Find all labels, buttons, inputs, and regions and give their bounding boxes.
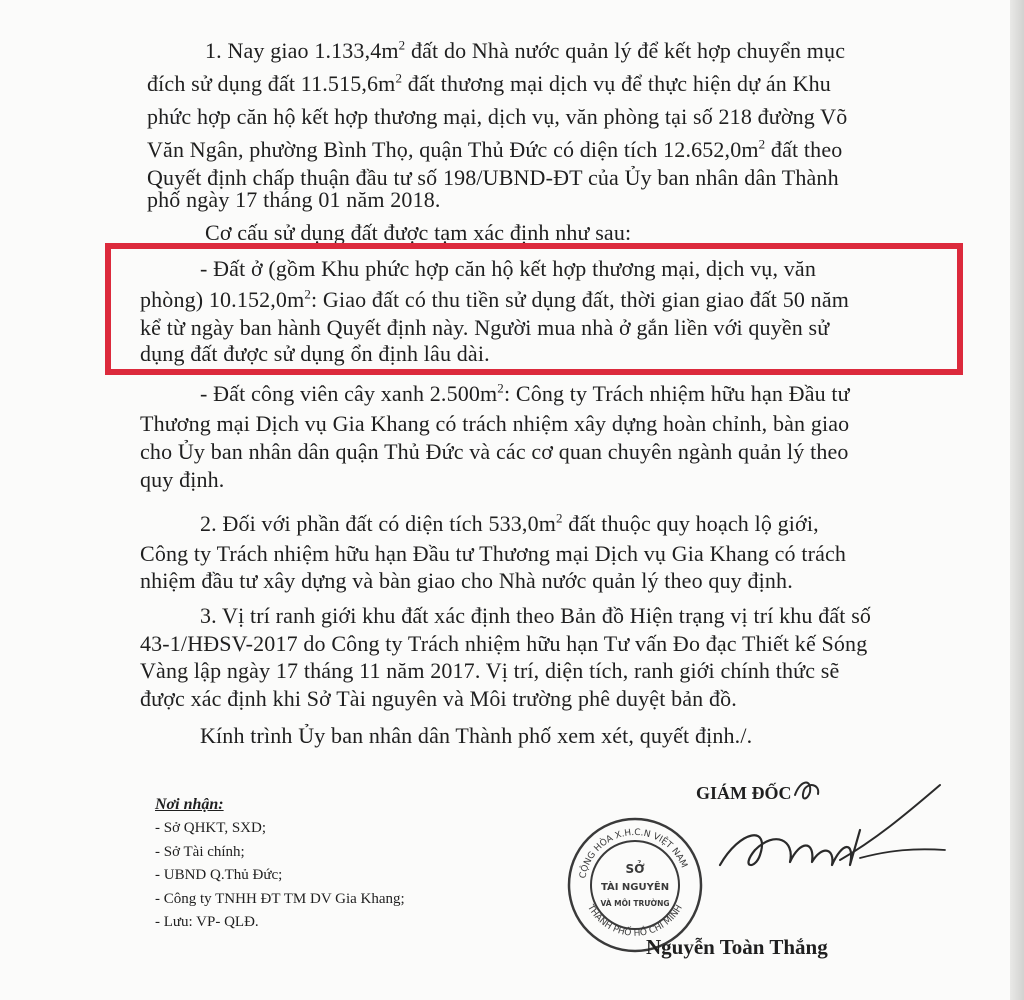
- text-line: phố ngày 17 tháng 01 năm 2018.: [147, 187, 441, 212]
- text-line: kể từ ngày ban hành Quyết định này. Người mua nhà ở gắn liền với quyền sử: [140, 315, 830, 340]
- stamp-ring-top-text: CỘNG HÒA X.H.C.N VIỆT NAM: [578, 827, 689, 880]
- signer-name: Nguyễn Toàn Thắng: [646, 935, 828, 959]
- signer-title: GIÁM ĐỐC: [696, 783, 792, 803]
- text-line: 43-1/HĐSV-2017 do Công ty Trách nhiệm hữu hạn Tư vấn Đo đạc Thiết kế Sóng: [140, 631, 868, 656]
- recipient-item: - UBND Q.Thủ Đức;: [155, 867, 283, 883]
- text-line: Thương mại Dịch vụ Gia Khang có trách nhiệm xây dựng hoàn chỉnh, bàn giao: [140, 411, 850, 436]
- stamp-center-mid: TÀI NGUYÊN: [600, 882, 670, 893]
- signature-stroke: [720, 830, 860, 865]
- text-line: 1. Nay giao $1.133,4m^2$ đất do Nhà nước quản lý để kết hợp chuyển mục: [205, 37, 846, 63]
- text-line: phức hợp căn hộ kết hợp thương mại, dịch vụ, văn phòng tại số 218 đường Võ: [147, 104, 848, 129]
- text-line: Văn Ngân, phường Bình Thọ, quận Thủ Đức có diện tích $12.652,0m^2$ đất theo: [147, 136, 843, 162]
- text-line: Vàng lập ngày 17 tháng 11 năm 2017. Vị trí, diện tích, ranh giới chính thức sẽ: [140, 658, 840, 683]
- recipients-title: Nơi nhận:: [155, 796, 224, 813]
- closing-line: Kính trình Ủy ban nhân dân Thành phố xem xét, quyết định./.: [200, 723, 753, 748]
- text-line: cho Ủy ban nhân dân quận Thủ Đức và các cơ quan chuyên ngành quản lý theo: [140, 439, 849, 464]
- structure-intro: Cơ cấu sử dụng đất được tạm xác định như sau:: [205, 220, 632, 245]
- handwritten-signature: [700, 770, 950, 890]
- recipient-item: - Sở Tài chính;: [155, 843, 245, 860]
- text-line: 2. Đối với phần đất có diện tích $533,0m^2$ đất thuộc quy hoạch lộ giới,: [200, 510, 819, 536]
- text-line: phòng) $10.152,0m^2$: Giao đất có thu tiền sử dụng đất, thời gian giao đất 50 năm: [140, 286, 849, 312]
- text-line: - Đất ở (gồm Khu phức hợp căn hộ kết hợp thương mại, dịch vụ, văn: [200, 256, 816, 281]
- text-line: dụng đất được sử dụng ổn định lâu dài.: [140, 341, 490, 366]
- recipients-block: [155, 793, 405, 935]
- text-line: đích sử dụng đất $11.515,6m^2$ đất thương mại dịch vụ để thực hiện dự án Khu: [147, 70, 831, 96]
- stamp-ring-bottom-text: THÀNH PHỐ HỒ CHÍ MINH: [585, 903, 685, 939]
- text-line: nhiệm đầu tư xây dựng và bàn giao cho Nhà nước quản lý theo quy định.: [140, 568, 793, 593]
- text-line: 3. Vị trí ranh giới khu đất xác định theo Bản đồ Hiện trạng vị trí khu đất số: [200, 603, 872, 628]
- text-line: Quyết định chấp thuận đầu tư số 198/UBND-ĐT của Ủy ban nhân dân Thành: [147, 165, 839, 190]
- text-line: - Đất công viên cây xanh $2.500m^2$: Công ty Trách nhiệm hữu hạn Đầu tư: [200, 380, 850, 406]
- page-edge: [1010, 0, 1024, 1000]
- text-line: quy định.: [140, 467, 225, 492]
- recipient-item: - Công ty TNHH ĐT TM DV Gia Khang;: [155, 890, 405, 907]
- stamp-center-bottom: VÀ MÔI TRƯỜNG: [600, 899, 670, 908]
- recipient-item: - Sở QHKT, SXD;: [155, 820, 266, 836]
- signature-initials: [795, 783, 818, 799]
- text-line: Công ty Trách nhiệm hữu hạn Đầu tư Thương mại Dịch vụ Gia Khang có trách: [140, 541, 847, 566]
- text-line: được xác định khi Sở Tài nguyên và Môi trường phê duyệt bản đồ.: [140, 686, 737, 711]
- signature-underline: [860, 849, 945, 858]
- official-stamp: [565, 815, 705, 955]
- recipient-item: - Lưu: VP- QLĐ.: [155, 914, 259, 930]
- stamp-center-top: SỞ: [625, 862, 645, 876]
